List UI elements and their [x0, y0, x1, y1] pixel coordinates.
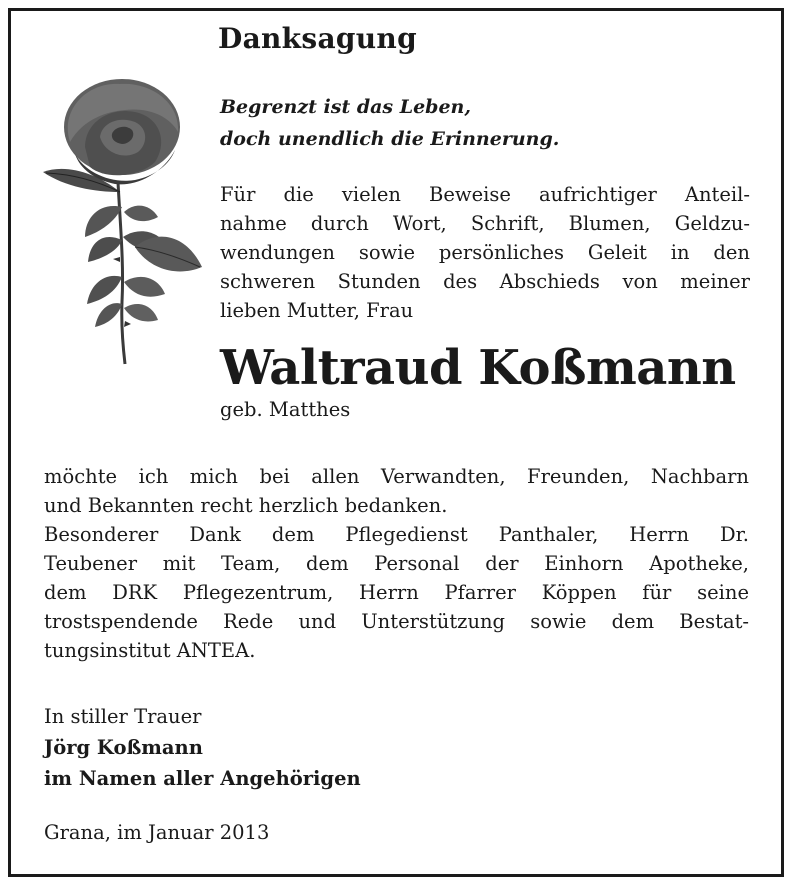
intro-line: Für die vielen Beweise aufrichtiger Anteil- [220, 183, 750, 206]
body-paragraph [44, 462, 749, 665]
body-line: Besonderer Dank dem Pflegedienst Panthaler, Herrn Dr. [44, 523, 749, 546]
rose-icon [40, 72, 205, 367]
intro-line: wendungen sowie persönliches Geleit in den [220, 241, 750, 264]
signature-name: Jörg Koßmann [44, 736, 203, 759]
body-line: dem DRK Pflegezentrum, Herrn Pfarrer Köppen für seine [44, 581, 749, 604]
signature-family: im Namen aller Angehörigen [44, 767, 361, 790]
motto [220, 91, 559, 155]
place-date: Grana, im Januar 2013 [44, 821, 270, 844]
motto-line: Begrenzt ist das Leben, [220, 96, 471, 118]
body-line: tungsinstitut ANTEA. [44, 639, 256, 662]
body-line: Teubener mit Team, dem Personal der Einhorn Apotheke, [44, 552, 749, 575]
motto-line: doch unendlich die Erinnerung. [220, 128, 560, 150]
notice-heading: Danksagung [218, 22, 417, 55]
intro-line: schweren Stunden des Abschieds von meiner [220, 270, 750, 293]
birth-name: geb. Matthes [220, 398, 351, 421]
body-line: und Bekannten recht herzlich bedanken. [44, 494, 448, 517]
signature-block [44, 701, 361, 794]
body-line: trostspendende Rede und Unterstützung sowie dem Bestat- [44, 610, 749, 633]
intro-paragraph [220, 180, 750, 325]
signature-intro: In stiller Trauer [44, 705, 202, 728]
intro-line: lieben Mutter, Frau [220, 299, 414, 322]
deceased-name: Waltraud Koßmann [220, 340, 736, 396]
intro-line: nahme durch Wort, Schrift, Blumen, Geldzu- [220, 212, 750, 235]
body-line: möchte ich mich bei allen Verwandten, Freunden, Nachbarn [44, 465, 749, 488]
